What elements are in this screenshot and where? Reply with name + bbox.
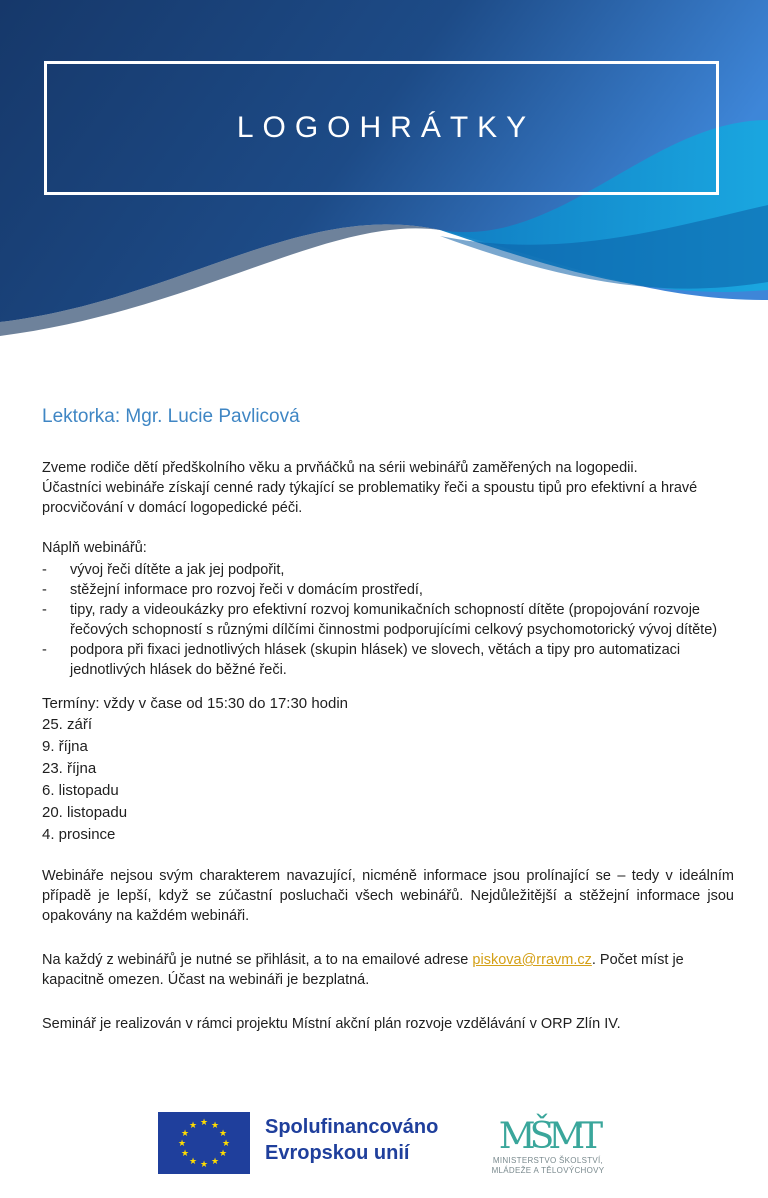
- main-content: [42, 404, 734, 1034]
- lecturer-heading: Lektorka: Mgr. Lucie Pavlicová: [42, 406, 300, 427]
- date-item: 6. listopadu: [42, 782, 119, 799]
- msmt-mark-text: MŠMT: [498, 1116, 598, 1154]
- terms-heading: Termíny: vždy v čase od 15:30 do 17:30 hodin: [42, 695, 349, 712]
- intro-line-2: Účastníci webináře získají cenné rady týkající se problematiky řeči a spoustu tipů pro efektivní a hravé procvičování v domácí logopedické péči.: [42, 480, 698, 516]
- content-list: [42, 560, 734, 680]
- date-item: 4. prosince: [42, 826, 116, 843]
- date-item: 25. září: [42, 716, 93, 733]
- footer-logos: [0, 1100, 768, 1190]
- ministry-name: [478, 1156, 618, 1176]
- intro-paragraph: [42, 458, 734, 518]
- content-title: Náplň webinářů:: [42, 540, 147, 556]
- svg-text:★: ★: [180, 1149, 190, 1159]
- svg-text:★: ★: [210, 1121, 220, 1131]
- date-item: 20. listopadu: [42, 804, 128, 821]
- signup-prefix: Na každý z webinářů je nutné se přihlásit, a to na emailové adrese: [42, 952, 473, 968]
- svg-text:★: ★: [177, 1139, 187, 1149]
- project-paragraph: Seminář je realizován v rámci projektu Místní akční plán rozvoje vzdělávání v ORP Zlín IV.: [42, 1016, 621, 1032]
- svg-text:★: ★: [188, 1121, 198, 1131]
- eu-cofinanced-text: [265, 1114, 438, 1166]
- header-banner: [0, 0, 768, 360]
- svg-text:★: ★: [180, 1129, 190, 1139]
- svg-text:★: ★: [218, 1149, 228, 1159]
- date-item: 9. října: [42, 738, 88, 755]
- svg-text:★: ★: [218, 1129, 228, 1139]
- msmt-mark-icon: [478, 1108, 618, 1154]
- email-link[interactable]: piskova@rravm.cz: [472, 952, 592, 968]
- svg-text:★: ★: [221, 1139, 231, 1149]
- signup-suffix: . Počet míst je kapacitně omezen. Účast na webináři je bezplatná.: [42, 952, 684, 988]
- list-item: - vývoj řeči dítěte a jak jej podpořit,: [42, 560, 734, 580]
- list-item: - podpora při fixaci jednotlivých hlásek (skupin hlásek) ve slovech, větách a tipy pro automatizaci jednotlivých hlásek do běžné řeči.: [42, 640, 734, 680]
- dates-list: [42, 714, 734, 846]
- ministry-line-1: MINISTERSTVO ŠKOLSTVÍ,: [492, 1156, 604, 1165]
- eu-line-2: Evropskou unií: [265, 1142, 410, 1164]
- title-frame: [44, 61, 719, 195]
- ministry-logo: [478, 1108, 618, 1188]
- svg-text:★: ★: [199, 1160, 209, 1170]
- eu-flag-logo: [158, 1112, 250, 1174]
- svg-text:★: ★: [199, 1118, 209, 1128]
- svg-text:★: ★: [188, 1157, 198, 1167]
- eu-line-1: Spolufinancováno: [265, 1116, 439, 1138]
- intro-line-1: Zveme rodiče dětí předškolního věku a prvňáčků na sérii webinářů zaměřených na logopedii.: [42, 460, 638, 476]
- ministry-line-2: MLÁDEŽE A TĚLOVÝCHOVY: [491, 1166, 605, 1175]
- svg-text:★: ★: [210, 1157, 220, 1167]
- page-title: LOGOHRÁTKY: [236, 111, 536, 144]
- date-item: 23. října: [42, 760, 97, 777]
- eu-stars-icon: [158, 1112, 250, 1174]
- list-item: - stěžejní informace pro rozvoj řeči v domácím prostředí,: [42, 580, 734, 600]
- list-item: - tipy, rady a videoukázky pro efektivní rozvoj komunikačních schopností dítěte (propojování rozvoje řečových schopností s různými dílčími činnostmi podporujícími celkový psychomotorický vývoj dítěte): [42, 600, 734, 640]
- note-paragraph: Webináře nejsou svým charakterem navazující, nicméně informace jsou prolínající se – tedy v ideálním případě je lepší, když se zúčastní posluchači všech webinářů. Nejdůležitější a stěžejní informace jsou opakovány na každém webináři.: [42, 868, 734, 924]
- signup-paragraph: [42, 950, 734, 990]
